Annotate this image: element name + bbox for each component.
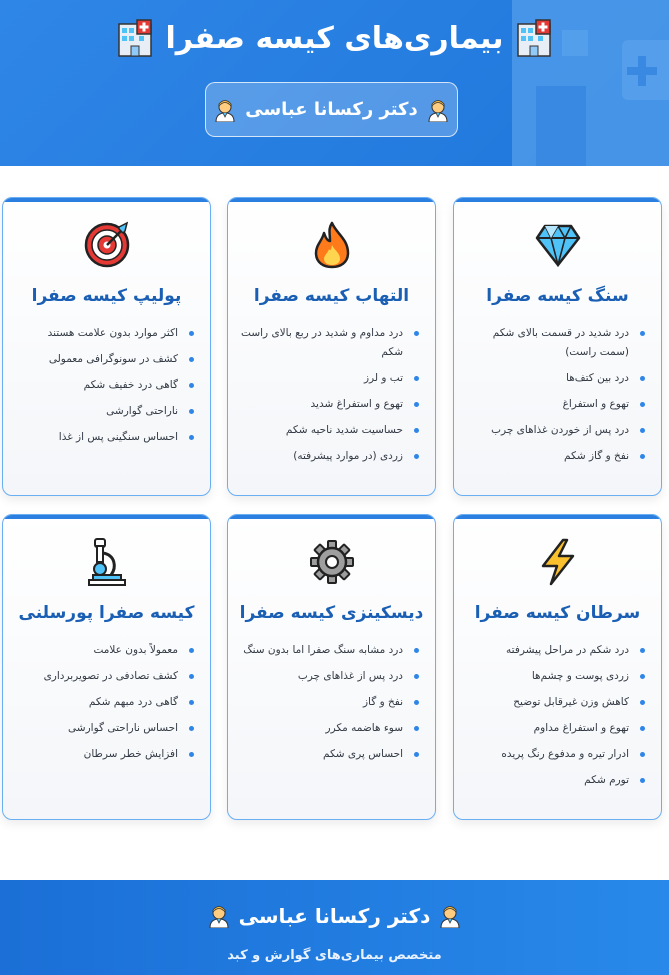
symptom-list <box>15 641 194 771</box>
list-item: گاهی درد خفیف شکم <box>15 376 194 395</box>
list-item: کشف تصادفی در تصویربرداری <box>15 667 194 686</box>
symptom-list <box>466 324 645 473</box>
list-item: اکثر موارد بدون علامت هستند <box>15 324 194 343</box>
card-title: پولیپ کیسه صفرا <box>31 286 182 306</box>
page-title <box>0 14 669 62</box>
symptom-list <box>466 641 645 797</box>
doctor-name-button[interactable] <box>205 82 458 137</box>
footer-doctor-name <box>0 904 669 928</box>
symptom-list <box>240 324 419 473</box>
list-item: درد مشابه سنگ صفرا اما بدون سنگ <box>240 641 419 660</box>
microscope-icon <box>3 537 210 587</box>
fire-icon <box>228 220 435 270</box>
card-title: التهاب کیسه صفرا <box>253 286 410 306</box>
symptom-list <box>240 641 419 771</box>
list-item: نفخ و گاز <box>240 693 419 712</box>
page-footer <box>0 880 669 975</box>
list-item: کشف در سونوگرافی معمولی <box>15 350 194 369</box>
card-title: سنگ کیسه صفرا <box>486 286 629 306</box>
disease-card-polyp <box>2 197 211 496</box>
list-item: کاهش وزن غیرقابل توضیح <box>466 693 645 712</box>
list-item: تب و لرز <box>240 369 419 388</box>
list-item: احساس پری شکم <box>240 745 419 764</box>
footer-subtitle: متخصص بیماری‌های گوارش و کبد <box>227 948 442 963</box>
list-item: زردی (در موارد پیشرفته) <box>240 447 419 466</box>
list-item: تهوع و استفراغ شدید <box>240 395 419 414</box>
list-item: درد شکم در مراحل پیشرفته <box>466 641 645 660</box>
doctor-icon <box>426 98 450 122</box>
list-item: معمولاً بدون علامت <box>15 641 194 660</box>
lightning-icon <box>454 537 661 587</box>
list-item: احساس ناراحتی گوارشی <box>15 719 194 738</box>
disease-card-gallstones <box>453 197 662 496</box>
disease-card-inflammation <box>227 197 436 496</box>
page-header <box>0 0 669 166</box>
card-title: کیسه صفرا پورسلنی <box>18 603 195 623</box>
card-title: سرطان کیسه صفرا <box>474 603 641 623</box>
target-icon <box>3 220 210 270</box>
list-item: ادرار تیره و مدفوع رنگ پریده <box>466 745 645 764</box>
doctor-icon <box>438 904 462 928</box>
list-item: احساس سنگینی پس از غذا <box>15 428 194 447</box>
list-item: درد مداوم و شدید در ربع بالای راست شکم <box>240 324 419 362</box>
list-item: سوء هاضمه مکرر <box>240 719 419 738</box>
gear-icon <box>228 537 435 587</box>
doctor-icon <box>207 904 231 928</box>
list-item: افزایش خطر سرطان <box>15 745 194 764</box>
list-item: زردی پوست و چشم‌ها <box>466 667 645 686</box>
hospital-icon <box>516 18 552 58</box>
list-item: تورم شکم <box>466 771 645 790</box>
hospital-icon <box>117 18 153 58</box>
doctor-name-label: دکتر رکسانا عباسی <box>245 99 418 120</box>
list-item: تهوع و استفراغ <box>466 395 645 414</box>
list-item: گاهی درد مبهم شکم <box>15 693 194 712</box>
list-item: درد شدید در قسمت بالای شکم (سمت راست) <box>466 324 645 362</box>
footer-name-text: دکتر رکسانا عباسی <box>238 904 431 928</box>
disease-card-dyskinesia <box>227 514 436 820</box>
list-item: نفخ و گاز شکم <box>466 447 645 466</box>
page-title-text: بیماری‌های کیسه صفرا <box>165 20 504 56</box>
list-item: ناراحتی گوارشی <box>15 402 194 421</box>
list-item: درد بین کتف‌ها <box>466 369 645 388</box>
gem-icon <box>454 220 661 270</box>
list-item: حساسیت شدید ناحیه شکم <box>240 421 419 440</box>
list-item: درد پس از غذاهای چرب <box>240 667 419 686</box>
disease-card-cancer <box>453 514 662 820</box>
symptom-list <box>15 324 194 454</box>
doctor-icon <box>213 98 237 122</box>
list-item: تهوع و استفراغ مداوم <box>466 719 645 738</box>
card-title: دیسکینزی کیسه صفرا <box>239 603 424 623</box>
disease-card-porcelain <box>2 514 211 820</box>
list-item: درد پس از خوردن غذاهای چرب <box>466 421 645 440</box>
